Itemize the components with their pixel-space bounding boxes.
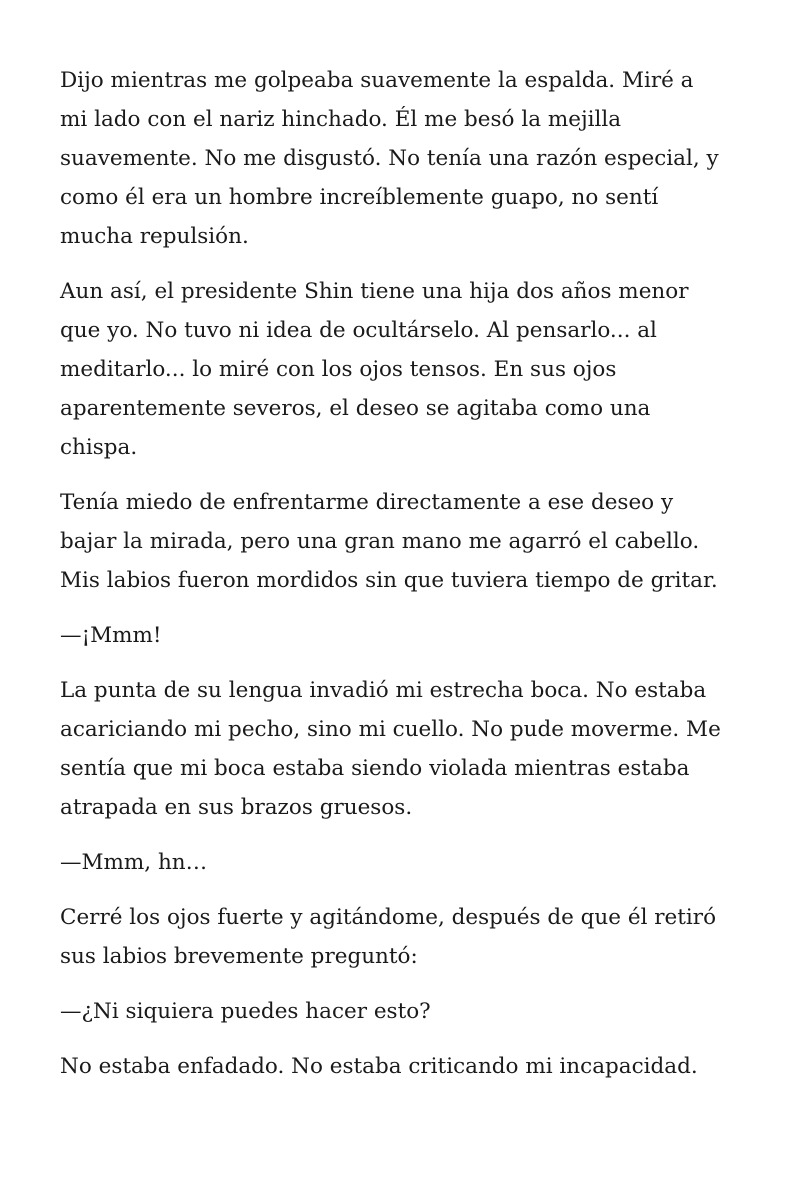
paragraph: Cerré los ojos fuerte y agitándome, después de que él retiró sus labios brevemente preguntó: <box>60 905 717 969</box>
dialogue-line: —¡Mmm! <box>60 623 162 648</box>
paragraph: Aun así, el presidente Shin tiene una hija dos años menor que yo. No tuvo ni idea de ocultárselo. Al pensarlo... al meditarlo... lo miré con los ojos tensos. En sus ojos aparentemente severos, el deseo se agitaba como una chispa. <box>60 279 689 460</box>
paragraph: Dijo mientras me golpeaba suavemente la espalda. Miré a mi lado con el nariz hinchado. Él me besó la mejilla suavemente. No me disgustó. No tenía una razón especial, y como él era un hombre increíblemente guapo, no sentí mucha repulsión. <box>60 68 719 249</box>
dialogue-line: —¿Ni siquiera puedes hacer esto? <box>60 999 431 1024</box>
dialogue-line: —Mmm, hn… <box>60 850 208 875</box>
paragraph: La punta de su lengua invadió mi estrecha boca. No estaba acariciando mi pecho, sino mi cuello. No pude moverme. Me sentía que mi boca estaba siendo violada mientras estaba atrapada en sus brazos gruesos. <box>60 678 721 820</box>
paragraph: Tenía miedo de enfrentarme directamente a ese deseo y bajar la mirada, pero una gran mano me agarró el cabello. Mis labios fueron mordidos sin que tuviera tiempo de gritar. <box>60 490 718 593</box>
paragraph: No estaba enfadado. No estaba criticando mi incapacidad. <box>60 1054 698 1079</box>
